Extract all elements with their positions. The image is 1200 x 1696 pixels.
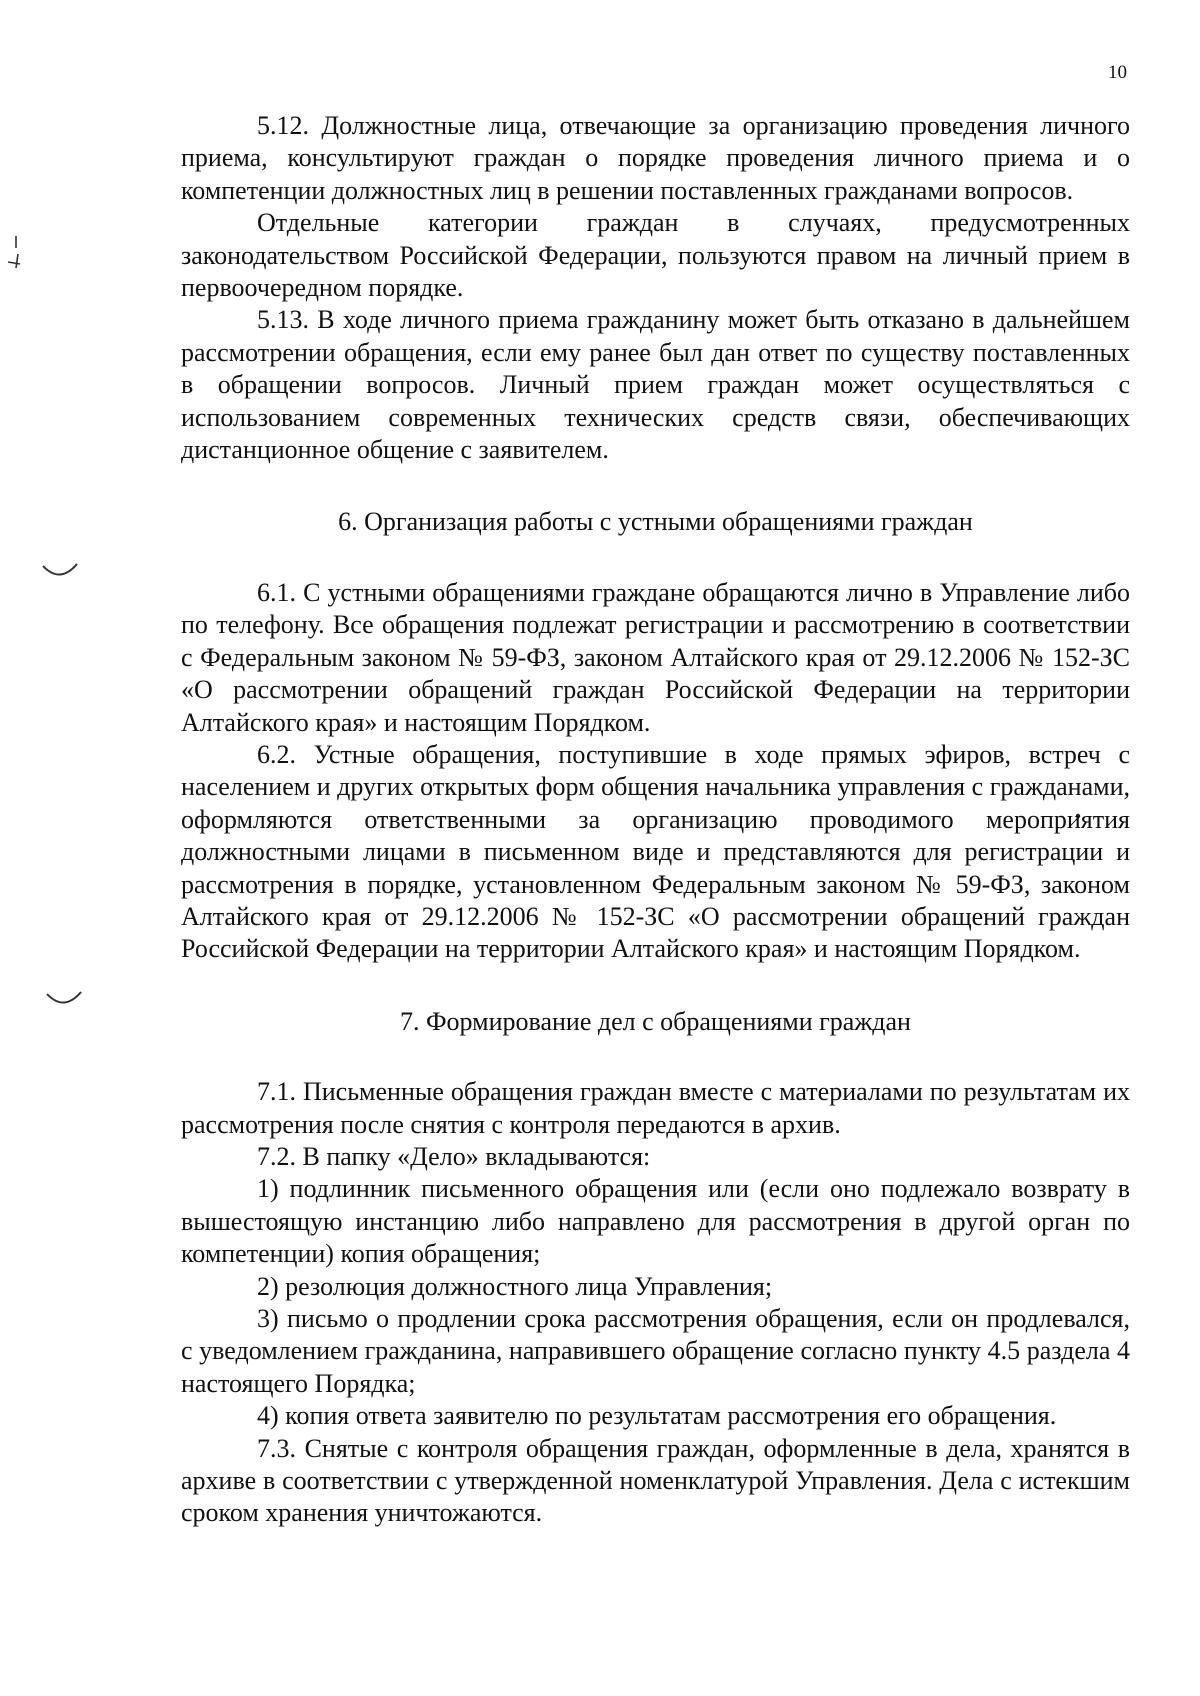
- paragraph-5-12: 5.12. Должностные лица, отвечающие за организацию проведения личного приема, консультируют граждан о порядке проведения личного приема и о компетенции должностных лиц в решении поставленных гражданами вопросов.: [181, 111, 1130, 205]
- hole-punch-mark-top: [40, 560, 80, 584]
- hole-punch-mark-bottom: [44, 988, 84, 1012]
- section-7-heading: 7. Формирование дел с обращениями граждан: [400, 1006, 911, 1036]
- document-body: [181, 110, 1130, 1530]
- section-6-heading: 6. Организация работы с устными обращениями граждан: [338, 507, 973, 537]
- paragraph-priority-reception: Отдельные категории граждан в случаях, предусмотренных законодательством Российской Федерации, пользуются правом на личный прием в первоочередном порядке.: [181, 208, 1130, 303]
- paragraph-6-1: 6.1. С устными обращениями граждане обращаются лично в Управление либо по телефону. Все обращения подлежат регистрации и рассмотрению в соответствии с Федеральным законом № 59-ФЗ, законом Алтайского края от 29.12.2006 № 152-ЗС «О рассмотрении обращений граждан Российской Федерации на территории Алтайского края» и настоящим Порядком.: [181, 577, 1130, 737]
- page-number: 10: [1108, 62, 1127, 83]
- paragraph-5-13: 5.13. В ходе личного приема гражданину может быть отказано в дальнейшем рассмотрении обращения, если ему ранее был дан ответ по существу поставленных в обращении вопросов. Личный прием граждан может осуществляться с использованием современных технических средств связи, обеспечивающих дистанционное общение с заявителем.: [181, 305, 1130, 465]
- margin-tick-mark: [4, 234, 24, 274]
- list-item-3: 3) письмо о продлении срока рассмотрения обращения, если он продлевался, с уведомлением гражданина, направившего обращение согласно пункту 4.5 раздела 4 настоящего Порядка;: [181, 1304, 1130, 1398]
- list-item-2: 2) резолюция должностного лица Управления;: [257, 1271, 773, 1301]
- paragraph-7-1: 7.1. Письменные обращения граждан вместе с материалами по результатам их рассмотрения после снятия с контроля передаются в архив.: [181, 1077, 1130, 1139]
- list-item-4: 4) копия ответа заявителю по результатам рассмотрения его обращения.: [257, 1401, 1057, 1431]
- paragraph-7-3: 7.3. Снятые с контроля обращения граждан, оформленные в дела, хранятся в архиве в соответствии с утвержденной номенклатурой Управления. Дела с истекшим сроком хранения уничтожаются.: [181, 1433, 1130, 1528]
- paragraph-6-2: 6.2. Устные обращения, поступившие в ходе прямых эфиров, встреч с населением и других открытых форм общения начальника управления с гражданами, оформляются ответственными за организацию проводимого мероприятия должностными лицами в письменном виде и представляются для регистрации и рассмотрения в порядке, установленном Федеральным законом № 59-ФЗ, законом Алтайского края от 29.12.2006 № 152-ЗС «О рассмотрении обращений граждан Российской Федерации на территории Алтайского края» и настоящим Порядком.: [181, 739, 1130, 964]
- list-item-1: 1) подлинник письменного обращения или (если оно подлежало возврату в вышестоящую инстанцию либо направлено для рассмотрения в другой орган по компетенции) копия обращения;: [181, 1174, 1130, 1269]
- paragraph-7-2: 7.2. В папку «Дело» вкладываются:: [257, 1141, 651, 1171]
